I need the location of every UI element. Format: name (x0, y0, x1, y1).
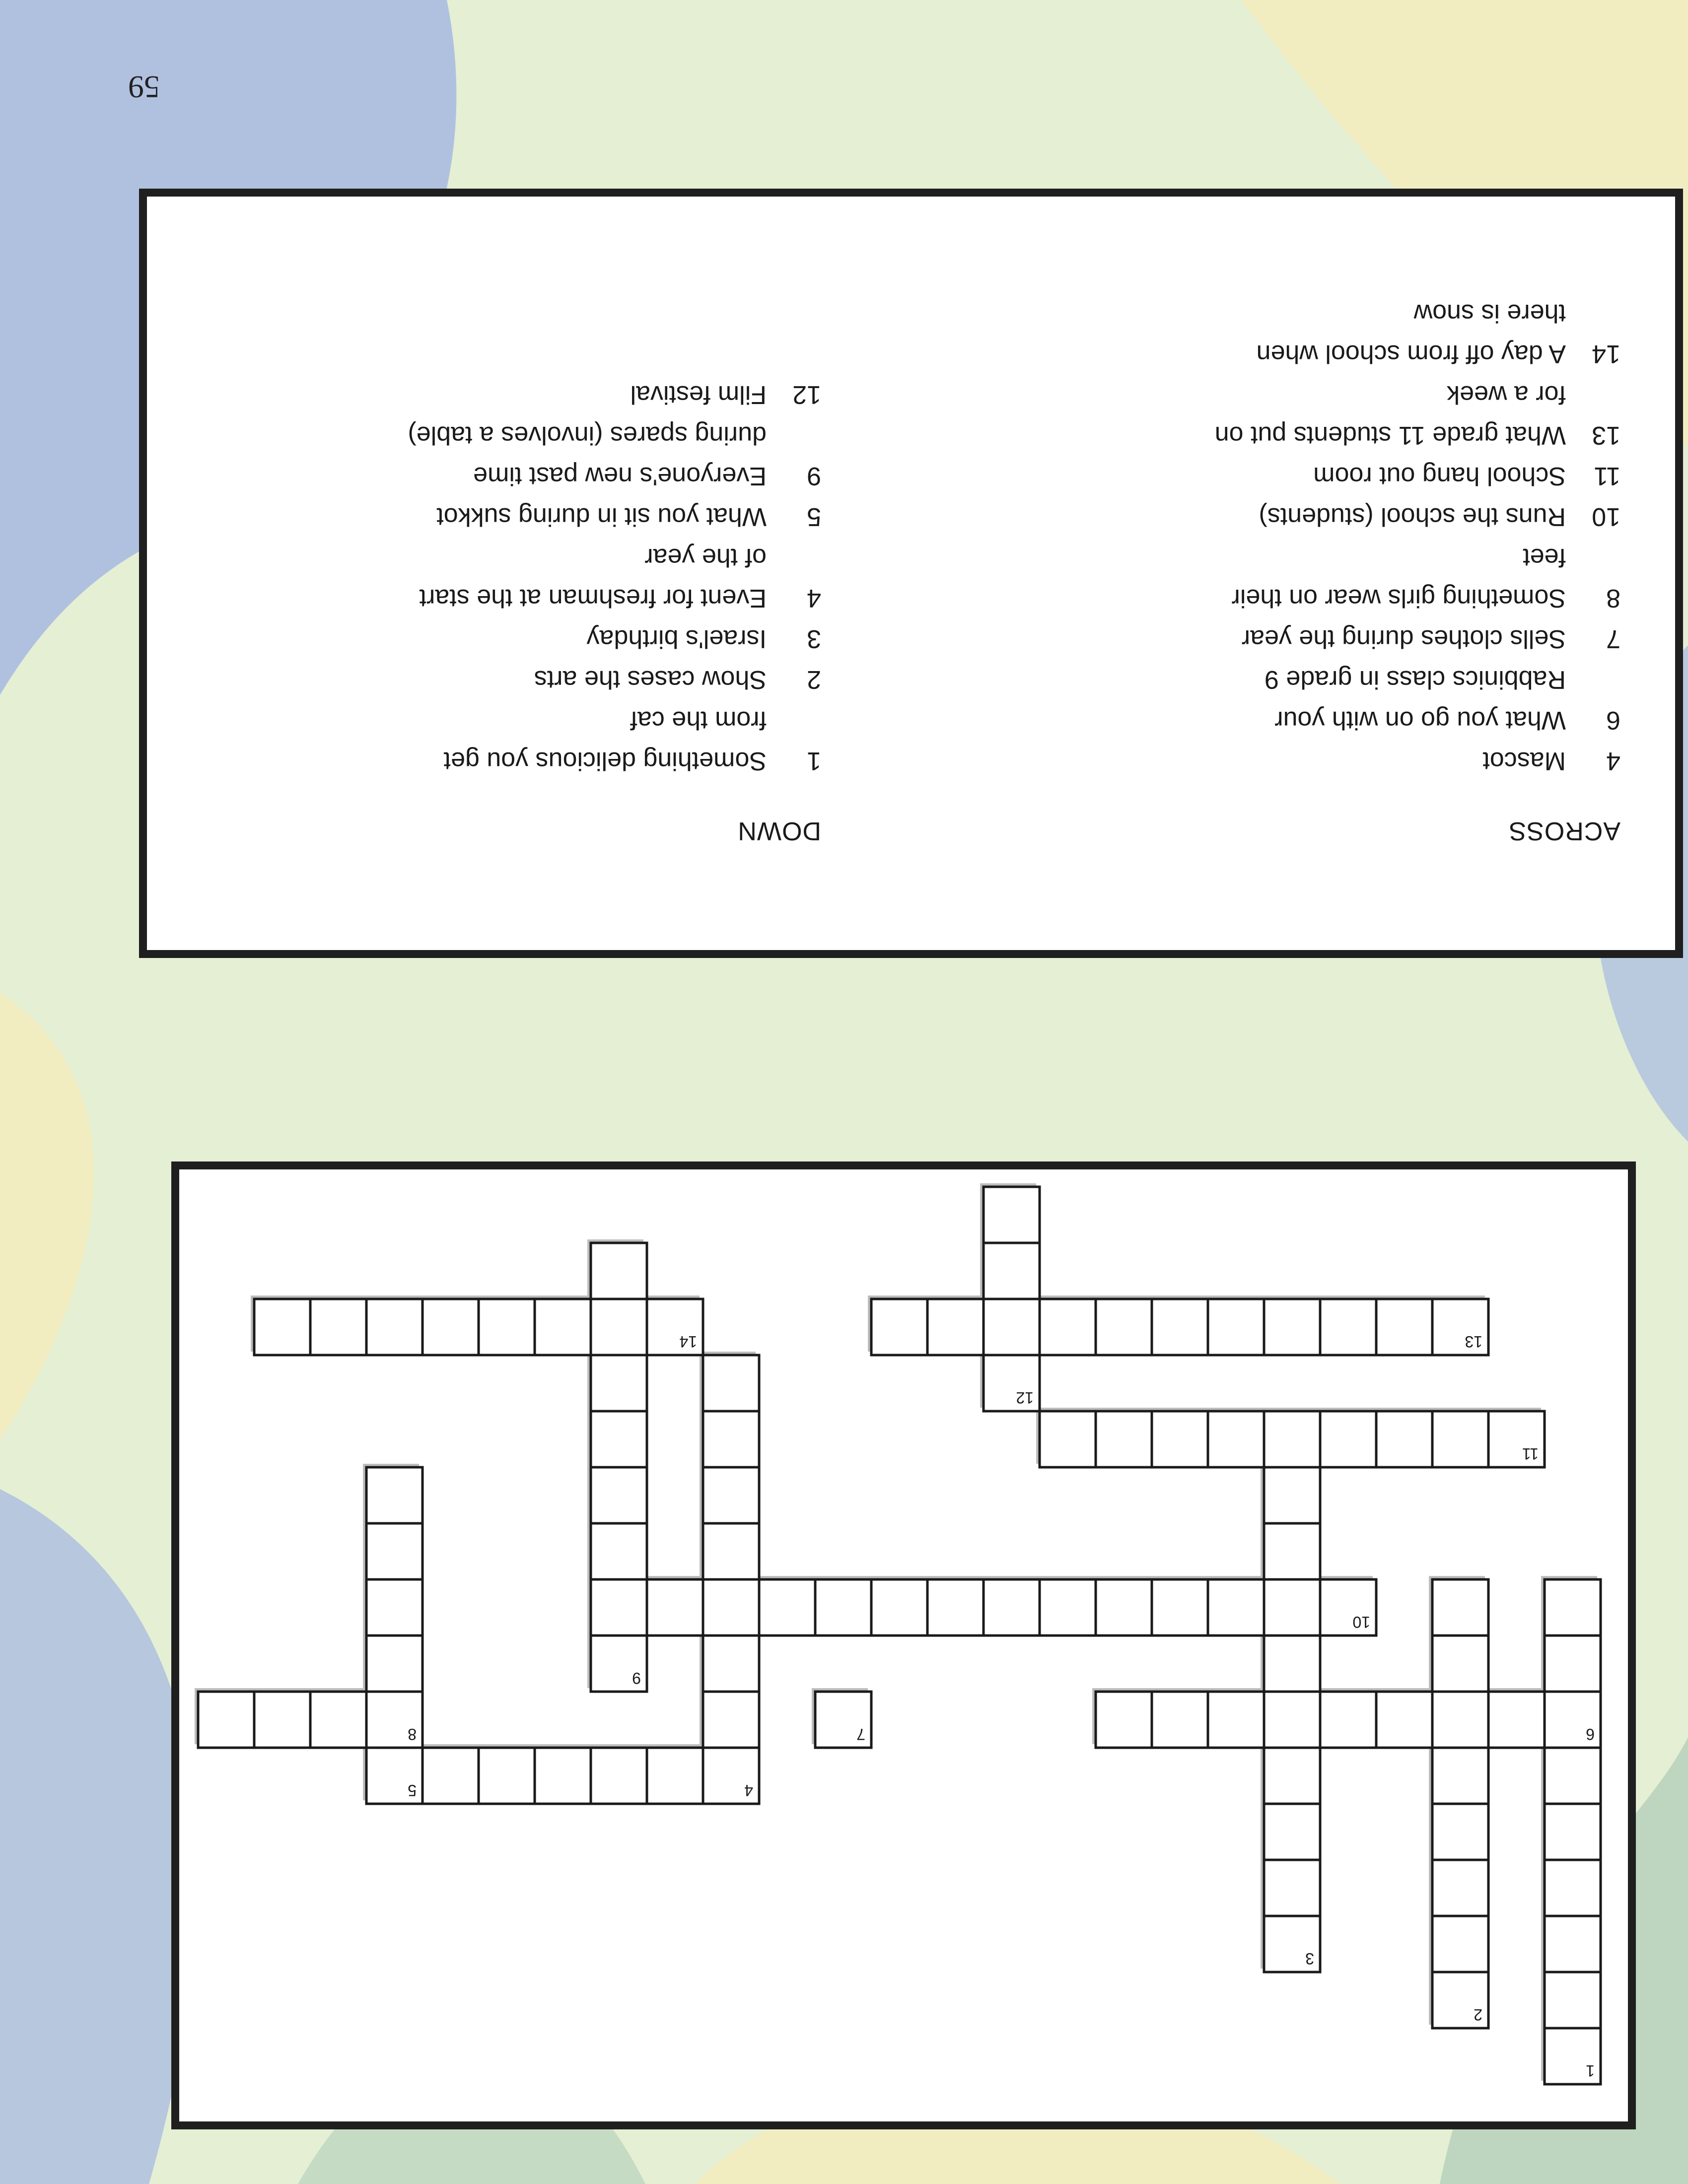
grid-cell-number: 10 (1352, 1613, 1370, 1631)
grid-cell[interactable] (1376, 1299, 1432, 1355)
clue-text (181, 415, 767, 496)
clue-number: 8 (1606, 584, 1620, 613)
clue-text-line: Everyone's new past time (473, 462, 767, 490)
grid-cell[interactable] (703, 1523, 759, 1579)
grid-cell[interactable] (366, 1523, 422, 1579)
grid-cell[interactable] (1152, 1411, 1208, 1467)
down-heading: DOWN (737, 817, 821, 845)
grid-cell[interactable] (591, 1467, 647, 1523)
grid-cell[interactable] (1545, 1636, 1601, 1692)
grid-cell[interactable] (310, 1692, 366, 1748)
grid-cell-number: 2 (1474, 2006, 1482, 2024)
clue-text-line: from the caf (630, 706, 767, 735)
clue-text (980, 741, 1566, 781)
grid-cell[interactable] (1545, 1748, 1601, 1804)
clue-text-line: Something delicious you get (443, 747, 767, 775)
clue-text-line: What you go on with your (1274, 706, 1566, 735)
grid-cell[interactable] (927, 1299, 984, 1355)
clue-text (980, 537, 1566, 618)
page-number: 59 (128, 69, 160, 105)
grid-cell[interactable] (1432, 1748, 1488, 1804)
clue-text-line: Event for freshman at the start (419, 584, 767, 613)
clue-number: 4 (807, 584, 821, 613)
grid-cell[interactable] (1432, 1636, 1488, 1692)
grid-cell[interactable] (366, 1636, 422, 1692)
grid-cell[interactable] (984, 1579, 1040, 1636)
clue-text-line: Film festival (630, 380, 767, 409)
grid-cell[interactable] (1264, 1636, 1320, 1692)
clue-text-line: Runs the school (students) (1259, 502, 1566, 531)
clue-text (181, 496, 767, 537)
grid-cell[interactable] (198, 1692, 254, 1748)
grid-cell[interactable] (1040, 1299, 1096, 1355)
grid-cell[interactable] (984, 1299, 1040, 1355)
grid-cell-number: 12 (1016, 1389, 1034, 1407)
grid-cell[interactable] (647, 1579, 703, 1636)
clue-number: 6 (1606, 706, 1620, 735)
grid-cell[interactable] (1376, 1692, 1432, 1748)
grid-cell[interactable] (703, 1579, 759, 1636)
grid-cell[interactable] (759, 1579, 815, 1636)
grid-cell[interactable] (1545, 1860, 1601, 1916)
grid-cell[interactable] (366, 1579, 422, 1636)
grid-cell[interactable] (1096, 1411, 1152, 1467)
clue-text (181, 659, 767, 700)
grid-cell[interactable] (1545, 1972, 1601, 2028)
grid-cell[interactable] (591, 1355, 647, 1411)
grid-cell[interactable] (1432, 1411, 1488, 1467)
clue-text (980, 496, 1566, 537)
grid-cell[interactable] (1264, 1467, 1320, 1523)
clue-number: 12 (792, 380, 821, 409)
clue-text-line: feet (1523, 543, 1566, 572)
grid-cell[interactable] (815, 1579, 871, 1636)
grid-cell[interactable] (703, 1355, 759, 1411)
clue-text-line: What grade 11 students put on (1214, 421, 1566, 450)
grid-cell[interactable] (1264, 1299, 1320, 1355)
grid-cell[interactable] (703, 1692, 759, 1748)
clue-text (181, 618, 767, 659)
grid-cell-number: 1 (1586, 2062, 1595, 2080)
grid-cell[interactable] (1152, 1579, 1208, 1636)
clue-text (980, 374, 1566, 456)
clue-text (980, 618, 1566, 659)
clue-number: 2 (807, 665, 821, 694)
grid-cell[interactable] (871, 1299, 927, 1355)
grid-cell[interactable] (591, 1243, 647, 1299)
grid-cell[interactable] (1264, 1523, 1320, 1579)
grid-cell[interactable] (1320, 1299, 1376, 1355)
grid-cell[interactable] (703, 1467, 759, 1523)
clue-number: 11 (1594, 462, 1620, 490)
clue-text (181, 537, 767, 618)
grid-cell[interactable] (422, 1748, 479, 1804)
grid-cell[interactable] (1264, 1411, 1320, 1467)
clue-text-line: What you sit in during sukkot (436, 502, 767, 531)
across-heading: ACROSS (1508, 817, 1620, 845)
clue-number: 10 (1592, 502, 1620, 531)
clue-number: 1 (807, 747, 821, 775)
grid-cell[interactable] (1208, 1411, 1264, 1467)
grid-cell[interactable] (254, 1299, 310, 1355)
clue-text (181, 374, 767, 415)
grid-cell[interactable] (1096, 1299, 1152, 1355)
clue-text (980, 293, 1566, 374)
grid-cell[interactable] (984, 1243, 1040, 1299)
clue-text-line: Show cases the arts (534, 665, 767, 694)
grid-cell[interactable] (1264, 1579, 1320, 1636)
clue-text (980, 456, 1566, 496)
grid-cell[interactable] (1545, 1916, 1601, 1972)
grid-cell-number: 9 (632, 1669, 641, 1687)
grid-cell[interactable] (871, 1579, 927, 1636)
clue-number: 13 (1592, 421, 1620, 450)
grid-cell-number: 3 (1305, 1950, 1314, 1968)
grid-cell[interactable] (479, 1299, 535, 1355)
grid-cell[interactable] (591, 1299, 647, 1355)
grid-cell[interactable] (1432, 1692, 1488, 1748)
grid-cell[interactable] (1208, 1299, 1264, 1355)
clue-text-line: Israel's birthday (586, 624, 767, 653)
clue-text-line: during spares (involves a table) (408, 421, 767, 450)
grid-cell[interactable] (1264, 1748, 1320, 1804)
grid-cell[interactable] (366, 1467, 422, 1523)
grid-cell[interactable] (366, 1299, 422, 1355)
grid-cell[interactable] (1320, 1411, 1376, 1467)
grid-cell-number: 11 (1522, 1445, 1539, 1463)
grid-cell-number: 6 (1586, 1725, 1595, 1743)
grid-cell[interactable] (1264, 1804, 1320, 1860)
grid-cell-number: 14 (679, 1333, 697, 1351)
grid-cell[interactable] (1432, 1579, 1488, 1636)
clue-text-line: for a week (1447, 380, 1566, 409)
clue-text-line: A day off from school when (1256, 340, 1566, 368)
grid-cell[interactable] (1152, 1299, 1208, 1355)
clue-panel (139, 189, 1683, 958)
grid-cell[interactable] (591, 1579, 647, 1636)
grid-cell[interactable] (479, 1748, 535, 1804)
grid-cell[interactable] (1096, 1692, 1152, 1748)
clue-number: 7 (1606, 624, 1620, 653)
clue-text-line: Mascot (1482, 747, 1566, 775)
grid-cell-number: 7 (856, 1725, 865, 1743)
crossword-grid (179, 1169, 1628, 2121)
grid-cell[interactable] (1376, 1411, 1432, 1467)
grid-cell[interactable] (927, 1579, 984, 1636)
grid-cell[interactable] (1208, 1579, 1264, 1636)
clue-number: 14 (1592, 340, 1620, 368)
grid-cell-number: 5 (408, 1781, 417, 1799)
grid-cell[interactable] (591, 1523, 647, 1579)
grid-cell[interactable] (703, 1411, 759, 1467)
grid-cell[interactable] (591, 1748, 647, 1804)
clue-text-line: Sells clothes during the year (1241, 624, 1566, 653)
grid-cell[interactable] (1545, 1804, 1601, 1860)
grid-cell[interactable] (591, 1411, 647, 1467)
clue-text-line: Something girls wear on their (1231, 584, 1566, 613)
grid-cell[interactable] (1432, 1860, 1488, 1916)
grid-cell[interactable] (1040, 1579, 1096, 1636)
grid-cell[interactable] (422, 1299, 479, 1355)
grid-cell[interactable] (535, 1299, 591, 1355)
grid-cell[interactable] (703, 1636, 759, 1692)
clue-text-line: there is snow (1413, 299, 1566, 328)
clue-text-line: School hang out room (1313, 462, 1566, 490)
grid-cell[interactable] (1264, 1692, 1320, 1748)
grid-cell[interactable] (1320, 1692, 1376, 1748)
clue-text-line: Rabbinics class in grade 9 (1265, 665, 1566, 694)
grid-cell-number: 4 (744, 1781, 753, 1799)
grid-cell[interactable] (1040, 1411, 1096, 1467)
grid-cell[interactable] (1488, 1692, 1545, 1748)
grid-cell[interactable] (1432, 1916, 1488, 1972)
grid-cell[interactable] (1432, 1804, 1488, 1860)
clue-text (980, 659, 1566, 741)
grid-cell[interactable] (647, 1748, 703, 1804)
grid-cell[interactable] (254, 1692, 310, 1748)
clue-text-line: of the year (644, 543, 767, 572)
grid-cell[interactable] (1152, 1692, 1208, 1748)
clue-number: 3 (807, 624, 821, 653)
grid-cell-number: 13 (1465, 1333, 1482, 1351)
grid-cell[interactable] (1264, 1860, 1320, 1916)
crossword-grid-panel (171, 1161, 1636, 2129)
grid-cell[interactable] (535, 1748, 591, 1804)
grid-cell[interactable] (1096, 1579, 1152, 1636)
grid-cell[interactable] (310, 1299, 366, 1355)
clue-text (181, 700, 767, 781)
clue-number: 9 (807, 462, 821, 490)
grid-cell[interactable] (1545, 1579, 1601, 1636)
grid-cell[interactable] (1208, 1692, 1264, 1748)
grid-cell[interactable] (984, 1187, 1040, 1243)
clue-number: 5 (807, 502, 821, 531)
grid-cell-number: 8 (408, 1725, 417, 1743)
clue-number: 4 (1606, 747, 1620, 775)
